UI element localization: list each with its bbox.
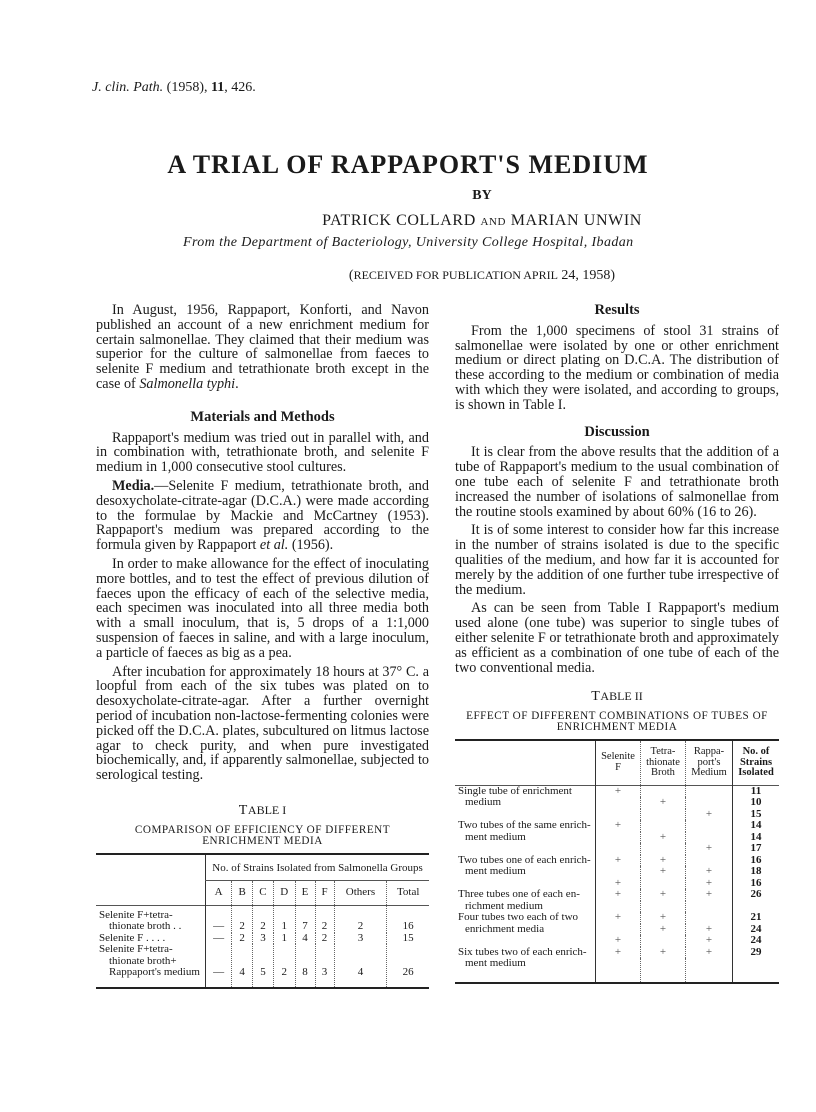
row-label: medium [465, 796, 502, 809]
right-column [455, 303, 779, 984]
table-row [455, 797, 779, 809]
authors [74, 212, 816, 230]
table2-col-rappaport: Rappa- port's Medium [685, 740, 732, 785]
plus-mark: + [685, 947, 732, 959]
table-row [455, 866, 779, 878]
table1-corner [96, 854, 206, 906]
plus-mark [685, 785, 732, 797]
journal-volume: 11 [210, 80, 225, 95]
row-label: richment medium [465, 899, 543, 912]
plus-mark [640, 820, 685, 832]
plus-mark [685, 797, 732, 809]
row-label: ment medium [465, 865, 526, 878]
table2-col-tetrathionate: Tetra- thionate Broth [640, 740, 685, 785]
row-label: Two tubes of the same enrich- [458, 819, 591, 832]
intro-paragraph: In August, 1956, Rappaport, Konforti, and Navon published an account of a new enrichment medium for certain salmonellae. They claimed that their medium was superior for the culture of salmonellae from faeces to selenite F medium and tetrathionate broth except in the case of Salmonella typhi. [96, 302, 429, 392]
plus-mark: + [596, 935, 641, 947]
plus-mark [640, 843, 685, 855]
strain-count: 14 [733, 820, 780, 832]
plus-mark [596, 797, 641, 809]
journal-page: , 426. [224, 80, 256, 95]
row-label: Four tubes two each of two [458, 911, 579, 924]
plus-mark: + [685, 878, 732, 890]
plus-mark: + [685, 809, 732, 821]
plus-mark: + [640, 889, 685, 901]
table1-col-d: D [273, 881, 295, 906]
journal-name: J. clin. Path. [92, 80, 164, 95]
methods-paragraph-1: Rappaport's medium was tried out in parallel with, and in combination with, tetrathionate broth, and selenite F medium in 1,000 consecutive stool cultures. [96, 429, 429, 476]
plus-mark: + [640, 797, 685, 809]
row-label: Selenite F . . . . [99, 931, 166, 944]
plus-mark: + [596, 912, 641, 924]
plus-mark: + [640, 866, 685, 878]
table1-col-a: A [206, 881, 232, 906]
affiliation: From the Department of Bacteriology, University College Hospital, Ibadan [183, 235, 634, 250]
plus-mark: + [685, 935, 732, 947]
plus-mark: + [640, 832, 685, 844]
left-column [96, 303, 429, 989]
media-paragraph: Media.—Selenite F medium, tetrathionate broth, and desoxycholate-citrate-agar (D.C.A.) were made according to the formulae by Mackie and McCartney (1953). Rappaport's medium was prepared according to the formula given by Rappaport et al. (1956). [96, 477, 429, 554]
table1-col-total: Total [387, 881, 429, 906]
table-row [455, 889, 779, 901]
author-2: MARIAN UNWIN [510, 212, 642, 229]
methods-heading: Materials and Methods [190, 408, 335, 425]
table-row [455, 785, 779, 797]
table-row: Selenite F+tetra- thionate broth+ Rappaport's medium — 4 5 2 8 3 4 26 [96, 944, 429, 988]
plus-mark: + [685, 889, 732, 901]
plus-mark: + [685, 866, 732, 878]
strain-count: 14 [733, 832, 780, 844]
row-label: Selenite F+tetra- thionate broth+ Rappaport's medium [99, 943, 200, 979]
table1-caption: COMPARISON OF EFFICIENCY OF DIFFERENT ENRICHMENT MEDIA [134, 823, 391, 847]
author-and: AND [480, 216, 507, 228]
table1-col-f: F [315, 881, 334, 906]
table2-caption: EFFECT OF DIFFERENT COMBINATIONS OF TUBES OF ENRICHMENT MEDIA [466, 710, 768, 734]
plus-mark [685, 958, 732, 983]
plus-mark: + [596, 889, 641, 901]
plus-mark [685, 901, 732, 913]
strain-count: 21 [733, 912, 780, 924]
row-label: ment medium [465, 957, 526, 970]
methods-paragraph-3: In order to make allowance for the effect of inoculating more bottles, and to test the effect of previous dilution of faeces upon the efficacy of each of the selective media, each specimen was inoculated into all three media both with a small inoculum, that is, 5 drops of a 1:1,000 suspension of faeces in saline, and with a large inoculum, a particle of faeces as big as a pea. [96, 555, 429, 661]
discussion-paragraph-1: It is clear from the above results that the addition of a tube of Rappaport's medium to the usual combination of one tube each of selenite F and tetrathionate broth increased the number of isolations of salmonellae from the routine stools examined by about 60% (16 to 26). [455, 444, 779, 520]
plus-mark: + [640, 947, 685, 959]
table1-group-header: No. of Strains Isolated from Salmonella Groups [206, 854, 429, 881]
plus-mark [596, 843, 641, 855]
strain-count: 24 [733, 935, 780, 947]
table2-corner [455, 740, 596, 785]
methods-paragraph-4: After incubation for approximately 18 hours at 37° C. a loopful from each of the six tubes was plated on to desoxycholate-citrate-agar. After a further overnight period of incubation non-lactose-fermenting colonies were picked off the D.C.A. plates, subcultured on litmus lactose agar to check purity, and when pure investigated biochemically, and, if apparently salmonellae, subjected to serological testing. [96, 663, 429, 784]
plus-mark: + [596, 878, 641, 890]
table-row [455, 832, 779, 844]
discussion-paragraph-3: As can be seen from Table I Rappaport's medium used alone (one tube) was superior to single tubes of either selenite F or tetrathionate broth and approximately as efficient as a combination of one tube of each of the two conventional media. [455, 600, 779, 676]
plus-mark [685, 912, 732, 924]
table2 [455, 739, 779, 984]
received-date: (RECEIVED FOR PUBLICATION APRIL 24, 1958) [348, 268, 616, 283]
table-row [455, 958, 779, 983]
row-label: Single tube of enrichment [458, 784, 572, 797]
plus-mark: + [685, 843, 732, 855]
row-label: Two tubes one of each enrich- [458, 853, 591, 866]
plus-mark [596, 866, 641, 878]
table1-col-b: B [232, 881, 253, 906]
table1-label: TABLE I [238, 802, 287, 818]
plus-mark [640, 809, 685, 821]
table1-col-e: E [295, 881, 315, 906]
plus-mark [596, 832, 641, 844]
article-title: A TRIAL OF RAPPAPORT'S MEDIUM [167, 150, 649, 179]
strain-count: 29 [733, 947, 780, 959]
plus-mark: + [596, 820, 641, 832]
table-row [455, 912, 779, 924]
table1 [96, 853, 429, 989]
row-label [455, 843, 596, 855]
plus-mark: + [640, 855, 685, 867]
table2-body [455, 785, 779, 983]
table-row [455, 820, 779, 832]
strain-count: 15 [733, 809, 780, 821]
row-label: Three tubes one of each en- [458, 888, 580, 901]
plus-mark: + [640, 912, 685, 924]
row-label [455, 935, 596, 947]
author-1: PATRICK COLLARD [322, 212, 476, 229]
table-row [455, 935, 779, 947]
table-row: Selenite F . . . . — 2 3 1 4 2 3 15 [96, 933, 429, 945]
plus-mark: + [685, 924, 732, 936]
strain-count [733, 958, 780, 983]
row-label: ment medium [465, 830, 526, 843]
plus-mark: + [640, 924, 685, 936]
results-heading: Results [594, 302, 640, 318]
plus-mark [596, 958, 641, 983]
strain-count: 16 [733, 878, 780, 890]
journal-citation [92, 80, 256, 96]
table-row [455, 843, 779, 855]
journal-year: (1958), [163, 80, 211, 95]
plus-mark: + [596, 785, 641, 797]
strain-count: 16 [733, 855, 780, 867]
table2-col-selenite: Selenite F [596, 740, 641, 785]
table1-col-c: C [253, 881, 274, 906]
received-date-value: 24, 1958) [557, 268, 616, 283]
row-label: Selenite F+tetra- thionate broth . . [99, 908, 182, 933]
discussion-heading: Discussion [584, 423, 650, 440]
received-label: RECEIVED FOR PUBLICATION APRIL [353, 268, 558, 282]
strain-count: 26 [733, 889, 780, 901]
strain-count: 24 [733, 924, 780, 936]
strain-count: 10 [733, 797, 780, 809]
discussion-paragraph-2: It is of some interest to consider how far this increase in the number of strains isolated is due to the specific qualities of the medium, and how far it is accounted for merely by the addition of one further tube irrespective of the medium. [455, 522, 779, 598]
strain-count: 18 [733, 866, 780, 878]
row-label: Six tubes two of each enrich- [458, 945, 587, 958]
plus-mark: + [596, 947, 641, 959]
table1-col-others: Others [334, 881, 387, 906]
plus-mark [640, 935, 685, 947]
strain-count: 11 [733, 785, 780, 797]
table-row: Selenite F+tetra- thionate broth . . — 2 2 1 7 2 2 16 [96, 905, 429, 933]
table2-label: TABLE II [591, 689, 643, 705]
byline-by: BY [472, 188, 492, 203]
strain-count: 17 [733, 843, 780, 855]
plus-mark: + [596, 855, 641, 867]
table2-col-strains: No. of Strains Isolated [733, 740, 780, 785]
row-label: enrichment media [465, 922, 545, 935]
plus-mark [685, 820, 732, 832]
plus-mark [640, 958, 685, 983]
results-paragraph: From the 1,000 specimens of stool 31 strains of salmonellae were isolated by one or other enrichment medium or direct plating on D.C.A. The distribution of these according to the medium or combination of media with which they were isolated, and according to groups, is shown in Table I. [455, 322, 779, 413]
